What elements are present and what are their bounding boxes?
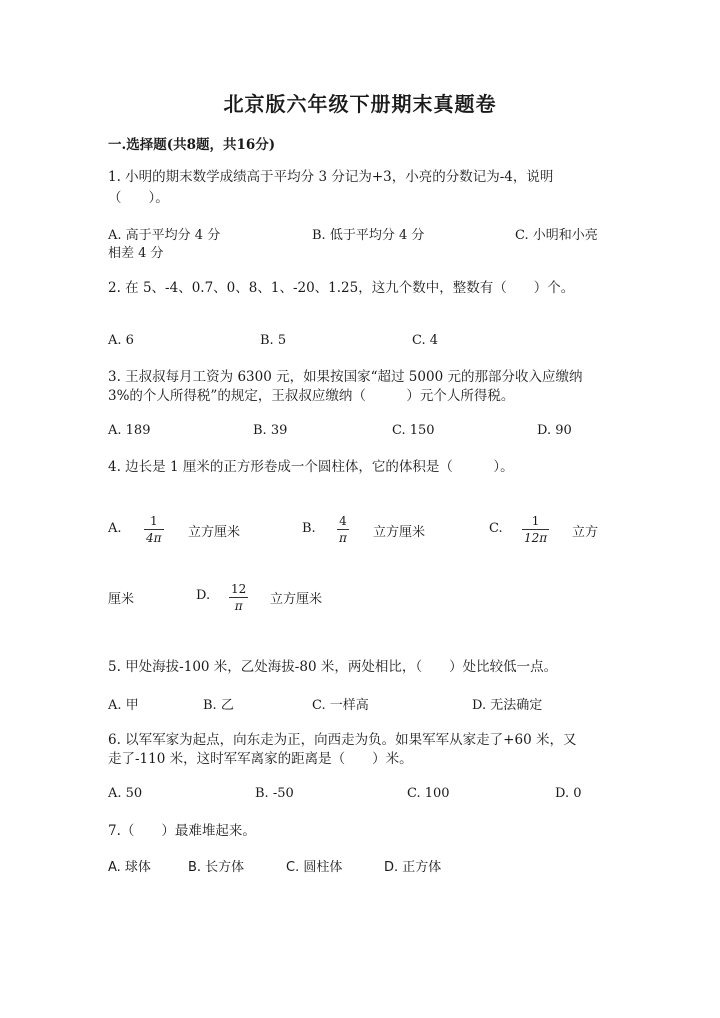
- question-6-option-b: B. -50: [255, 786, 294, 801]
- question-4-option-b-fraction: [337, 514, 349, 545]
- question-1-stem-line1: 1. 小明的期末数学成绩高于平均分 3 分记为+3，小亮的分数记为-4，说明: [108, 169, 554, 185]
- question-6-option-a: A. 50: [108, 786, 143, 801]
- question-4-option-c-label: C.: [489, 521, 503, 536]
- fraction-denominator: π: [339, 531, 347, 545]
- fraction-denominator: π: [234, 599, 243, 613]
- question-1-option-c-cont: 相差 4 分: [108, 246, 164, 261]
- question-2-stem: 2. 在 5、-4、0.7、0、8、1、-20、1.25，这九个数中，整数有（ ）个。: [108, 280, 575, 296]
- question-3-stem-line2: 3%的个人所得税”的规定，王叔叔应缴纳（ ）元个人所得税。: [108, 388, 515, 404]
- question-4-option-a-unit: 立方厘米: [188, 525, 241, 540]
- question-3-option-b: B. 39: [253, 423, 288, 438]
- question-4-option-c-unit: 立方: [572, 525, 599, 540]
- question-4-option-d-label: D.: [196, 588, 211, 603]
- question-3-option-c: C. 150: [392, 423, 435, 438]
- question-6-option-c: C. 100: [407, 786, 450, 801]
- question-5-option-a: A. 甲: [108, 698, 139, 713]
- question-4-stem: 4. 边长是 1 厘米的正方形卷成一个圆柱体，它的体积是（ ）。: [108, 459, 514, 475]
- fraction-numerator: 12: [231, 582, 247, 596]
- question-2-option-b: B. 5: [260, 333, 287, 348]
- question-5-option-b: B. 乙: [203, 698, 234, 713]
- question-1-option-b: B. 低于平均分 4 分: [312, 228, 425, 243]
- question-2-option-a: A. 6: [108, 333, 134, 348]
- fraction-numerator: 1: [149, 514, 158, 528]
- question-5-option-c: C. 一样高: [312, 698, 369, 713]
- fraction-bar: [229, 597, 248, 598]
- question-4-option-a-label: A.: [108, 521, 122, 536]
- question-5-option-d: D. 无法确定: [472, 698, 543, 713]
- question-7-option-c: C. 圆柱体: [286, 860, 343, 875]
- question-1-option-c: C. 小明和小亮: [515, 228, 598, 243]
- question-3-option-d: D. 90: [537, 423, 572, 438]
- question-4-option-d-unit: 立方厘米: [270, 592, 323, 607]
- fraction-denominator: 12π: [524, 531, 548, 545]
- section-heading: 一.选择题(共8题，共16分): [108, 137, 276, 153]
- question-7-stem: 7.（ ）最难堆起来。: [108, 823, 256, 839]
- page-title: 北京版六年级下册期末真题卷: [223, 92, 497, 116]
- question-1-stem-line2: （ ）。: [108, 190, 169, 206]
- question-6-stem-line1: 6. 以军军家为起点，向东走为正，向西走为负。如果军军从家走了+60 米，又: [108, 732, 577, 748]
- fraction-denominator: 4π: [146, 531, 162, 545]
- question-5-stem: 5. 甲处海拔-100 米，乙处海拔-80 米，两处相比，（ ）处比较低一点。: [108, 659, 558, 675]
- question-6-option-d: D. 0: [555, 786, 582, 801]
- question-3-stem-line1: 3. 王叔叔每月工资为 6300 元，如果按国家“超过 5000 元的那部分收入应缴纳: [108, 369, 583, 385]
- question-2-option-c: C. 4: [412, 333, 439, 348]
- question-4-option-a-fraction: [144, 514, 164, 545]
- fraction-bar: [337, 529, 349, 530]
- fraction-numerator: 4: [339, 514, 347, 528]
- question-7-option-a: A. 球体: [108, 860, 151, 875]
- question-7-option-b: B. 长方体: [188, 860, 245, 875]
- question-6-stem-line2: 走了-110 米，这时军军离家的距离是（ ）米。: [108, 751, 413, 767]
- question-4-option-c-unit-cont: 厘米: [108, 592, 135, 607]
- question-4-option-b-label: B.: [302, 521, 316, 536]
- question-1-option-a: A. 高于平均分 4 分: [108, 228, 221, 243]
- question-7-option-d: D. 正方体: [384, 860, 442, 875]
- question-4-option-c-fraction: [522, 514, 549, 545]
- question-4-option-d-fraction: [229, 582, 248, 613]
- fraction-bar: [144, 529, 164, 530]
- fraction-bar: [522, 529, 549, 530]
- fraction-numerator: 1: [531, 514, 540, 528]
- question-4-option-b-unit: 立方厘米: [373, 525, 426, 540]
- question-3-option-a: A. 189: [108, 423, 151, 438]
